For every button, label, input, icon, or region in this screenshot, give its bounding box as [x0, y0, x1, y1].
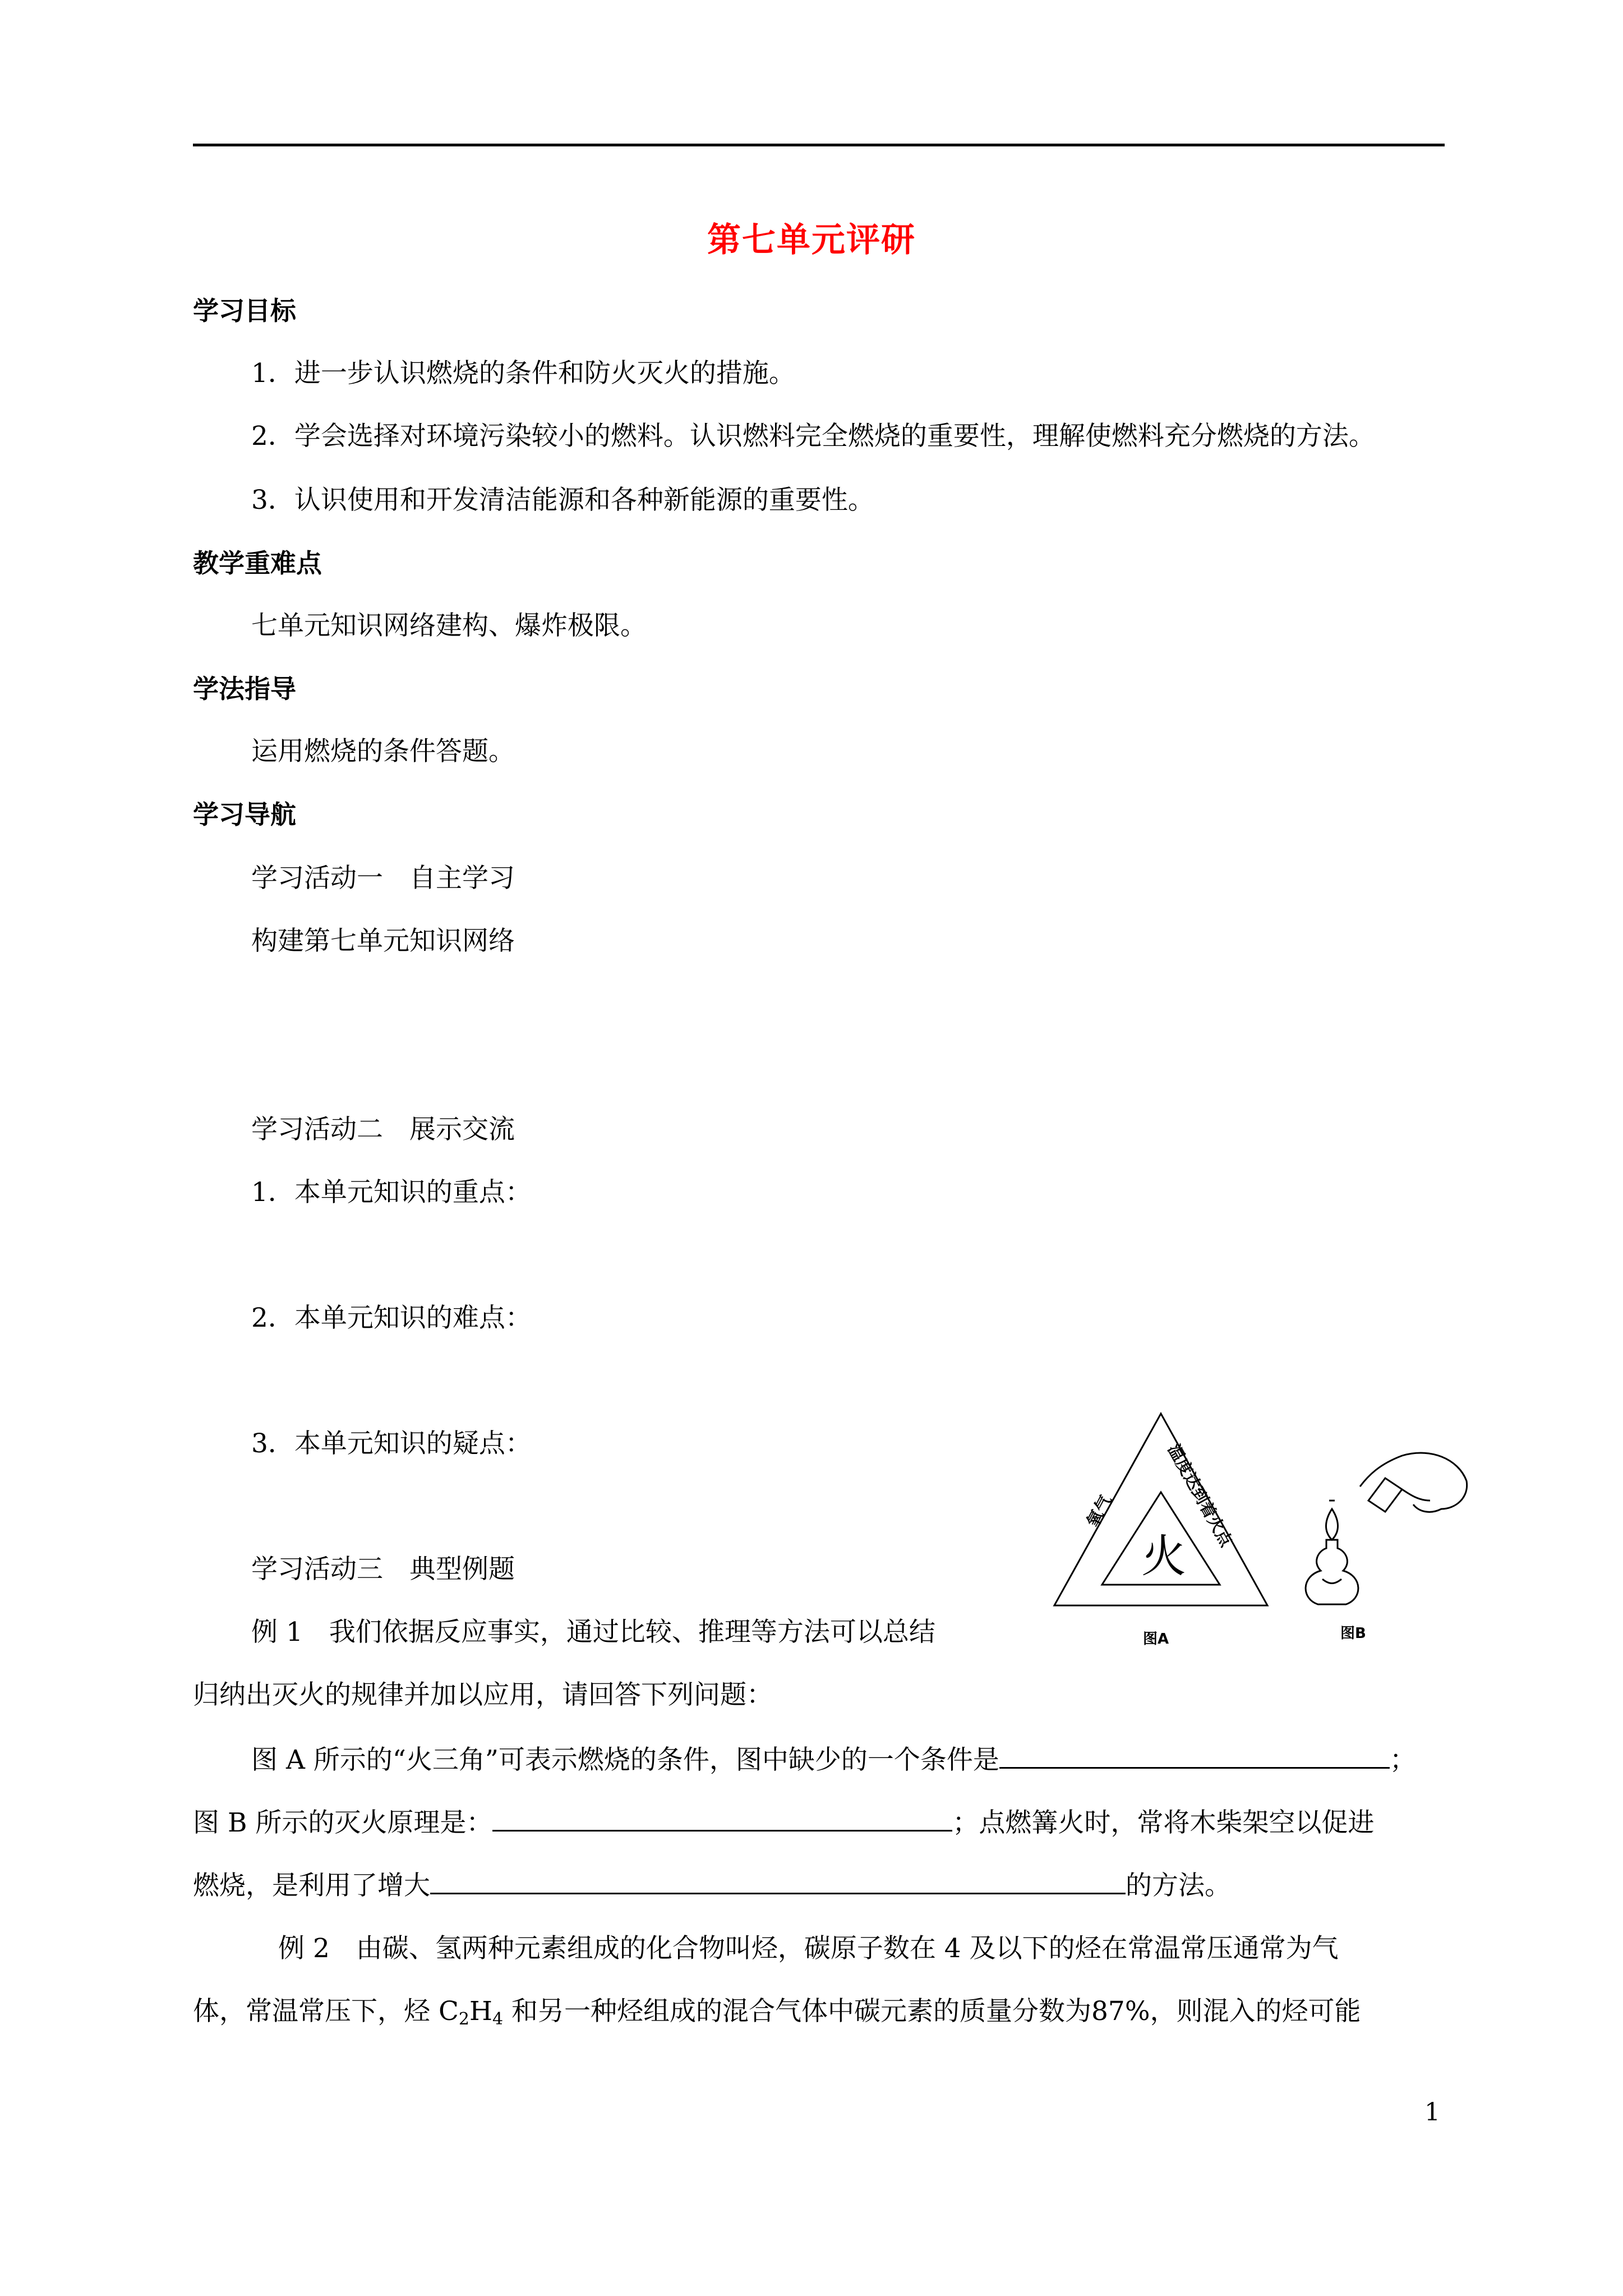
example-2-line-1: 例 2 由碳、氢两种元素组成的化合物叫烃，碳原子数在 4 及以下的烃在常温常压通常为气	[278, 1933, 1339, 1964]
example-1-line-2: 归纳出灭火的规律并加以应用，请回答下列问题：	[193, 1680, 773, 1710]
example-1-line-5	[193, 1868, 1231, 1903]
key-knowledge-prompt: 1．本单元知识的重点：	[251, 1177, 532, 1208]
example-2-text-c: 和另一种烃组成的混合气体中碳元素的质量分数为87%，则混入的烃可能	[503, 1996, 1361, 2027]
goals-heading: 学习目标	[193, 296, 296, 326]
difficult-knowledge-prompt: 2．本单元知识的难点：	[251, 1303, 532, 1333]
navigation-heading: 学习导航	[193, 799, 296, 830]
example-1-line-4	[193, 1805, 1374, 1840]
example-1-line-1: 例 1 我们依据反应事实，通过比较、推理等方法可以总结	[251, 1617, 935, 1648]
example-2-text-a: 体，常温常压下，烃 C	[193, 1996, 459, 2027]
oxygen-label: 氧气	[1083, 1492, 1117, 1531]
goal-1: 1．进一步认识燃烧的条件和防火灭火的措施。	[251, 358, 795, 389]
example-2-text-b: H	[469, 1996, 492, 2027]
example-1-question-b-cont: ；点燃篝火时，常将木柴架空以促进	[952, 1807, 1375, 1838]
answer-blank-increase-method[interactable]	[430, 1868, 1126, 1894]
fire-triangle-diagram	[1054, 1414, 1267, 1648]
example-1-question-b: 图 B 所示的灭火原理是：	[193, 1807, 493, 1838]
activity-2-heading: 学习活动二 展示交流	[251, 1114, 515, 1145]
page-title: 第七单元评研	[707, 220, 916, 260]
fire-glyph: 火	[1141, 1530, 1186, 1582]
doubtful-knowledge-prompt: 3．本单元知识的疑点：	[251, 1428, 532, 1459]
goal-2: 2．学会选择对环境污染较小的燃料。认识燃料完全燃烧的重要性，理解使燃料充分燃烧的方法。	[251, 421, 1375, 452]
example-1-punct: ；	[1389, 1745, 1416, 1775]
example-1-question-a: 图 A 所示的“火三角”可表示燃烧的条件，图中缺少的一个条件是	[251, 1745, 999, 1775]
goal-3: 3．认识使用和开发清洁能源和各种新能源的重要性。	[251, 485, 874, 516]
method-heading: 学法指导	[193, 674, 296, 704]
example-1-question-c: 燃烧，是利用了增大	[193, 1870, 430, 1901]
figure-b-caption: 图B	[1340, 1625, 1366, 1642]
fire-triangle-figure	[1038, 1380, 1475, 1672]
key-points-text: 七单元知识网络建构、爆炸极限。	[251, 610, 647, 641]
ignition-temperature-label: 温度达到着火点	[1164, 1441, 1237, 1550]
example-1-question-c-cont: 的方法。	[1126, 1870, 1231, 1901]
header-rule	[193, 144, 1445, 146]
figure-a-caption: 图A	[1143, 1631, 1169, 1648]
activity-1-text: 构建第七单元知识网络	[251, 926, 515, 956]
activity-3-heading: 学习活动三 典型例题	[251, 1554, 515, 1585]
page-number: 1	[1424, 2098, 1440, 2127]
answer-blank-extinguish-principle[interactable]	[492, 1805, 952, 1832]
alcohol-lamp-with-cap-drawing	[1306, 1453, 1467, 1642]
activity-1-heading: 学习活动一 自主学习	[251, 863, 515, 894]
example-1-line-3	[251, 1742, 1416, 1777]
key-points-heading: 教学重难点	[193, 548, 322, 578]
subscript-4: 4	[492, 2009, 504, 2029]
method-text: 运用燃烧的条件答题。	[251, 736, 515, 767]
example-2-line-2	[193, 1995, 1361, 2028]
answer-blank-missing-condition[interactable]	[999, 1742, 1390, 1769]
subscript-2: 2	[458, 2009, 469, 2029]
